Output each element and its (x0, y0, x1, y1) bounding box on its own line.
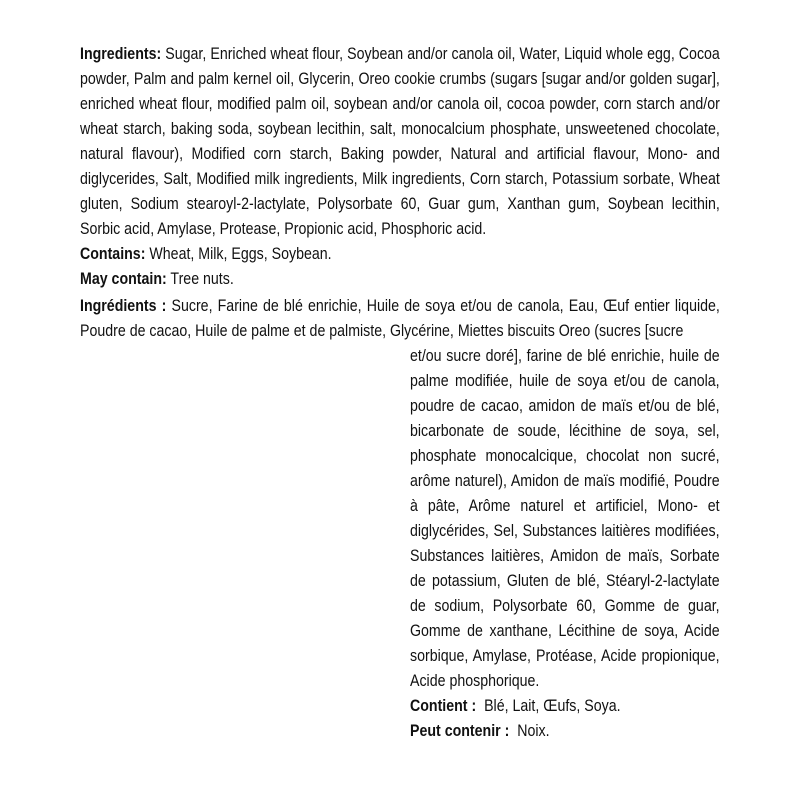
french-ingredients-line-1-text: Sucre, Farine de blé enrichie, Huile de soya et/ou de canola, Eau, Œuf entier liquide, (171, 297, 720, 315)
english-ingredients-paragraph (80, 42, 720, 242)
french-ingredients-column (410, 344, 720, 744)
english-contains-label: Contains: (80, 245, 146, 263)
english-ingredients-text: Sugar, Enriched wheat flour, Soybean and/or canola oil, Water, Liquid whole egg, Cocoa powder, Palm and palm kernel oil, Glycerin, Oreo cookie crumbs (sugars [sugar and/or golden sugar], enriched wheat flour, modified palm oil, soybean and/or canola oil, cocoa powder, corn starch and/or wheat starch, baking soda, soybean lecithin, salt, monocalcium phosphate, unsweetened chocolate, natural flavour), Modified corn starch, Baking powder, Natural and artificial flavour, Mono- and diglycerides, Salt, Modified milk ingredients, Milk ingredients, Corn starch, Potassium sorbate, Wheat gluten, Sodium stearoyl-2-lactylate, Polysorbate 60, Guar gum, Xanthan gum, Soybean lecithin, Sorbic acid, Amylase, Protease, Propionic acid, Phosphoric acid. (80, 45, 720, 238)
english-may-contain-label: May contain: (80, 270, 167, 288)
french-ingredients-rest: et/ou sucre doré], farine de blé enrichie, huile de palme modifiée, huile de soya et/ou de canola, poudre de cacao, amidon de maïs et/ou de blé, bicarbonate de soude, lécithine de soya, sel, phosphate monocalcique, chocolat non sucré, arôme naturel), Amidon de maïs modifié, Poudre à pâte, Arôme naturel et artificiel, Mono- et diglycérides, Sel, Substances laitières modifiées, Substances laitières, Amidon de maïs, Sorbate de potassium, Gluten de blé, Stéaryl-2-lactylate de sodium, Polysorbate 60, Gomme de guar, Gomme de xanthane, Lécithine de soya, Acide sorbique, Amylase, Protéase, Acide propionique, Acide phosphorique. (410, 347, 720, 690)
french-ingredients-top (80, 294, 720, 344)
french-may-contain-label: Peut contenir : (410, 722, 510, 740)
french-contains-label: Contient : (410, 697, 477, 715)
french-ingredients-label: Ingrédients : (80, 297, 167, 315)
french-contains-text: Blé, Lait, Œufs, Soya. (484, 697, 621, 715)
french-may-contain-line (410, 719, 720, 744)
french-ingredients-line-1 (80, 294, 720, 319)
english-ingredients-block (80, 42, 720, 292)
english-contains-text: Wheat, Milk, Eggs, Soybean. (149, 245, 332, 263)
english-may-contain-text: Tree nuts. (170, 270, 234, 288)
french-contains-line (410, 694, 720, 719)
english-contains-line (80, 242, 720, 267)
french-may-contain-text: Noix. (517, 722, 550, 740)
english-ingredients-label: Ingredients: (80, 45, 162, 63)
english-may-contain-line (80, 267, 720, 292)
french-ingredients-line-2: Poudre de cacao, Huile de palme et de palmiste, Glycérine, Miettes biscuits Oreo (sucres [sucre (80, 322, 684, 340)
